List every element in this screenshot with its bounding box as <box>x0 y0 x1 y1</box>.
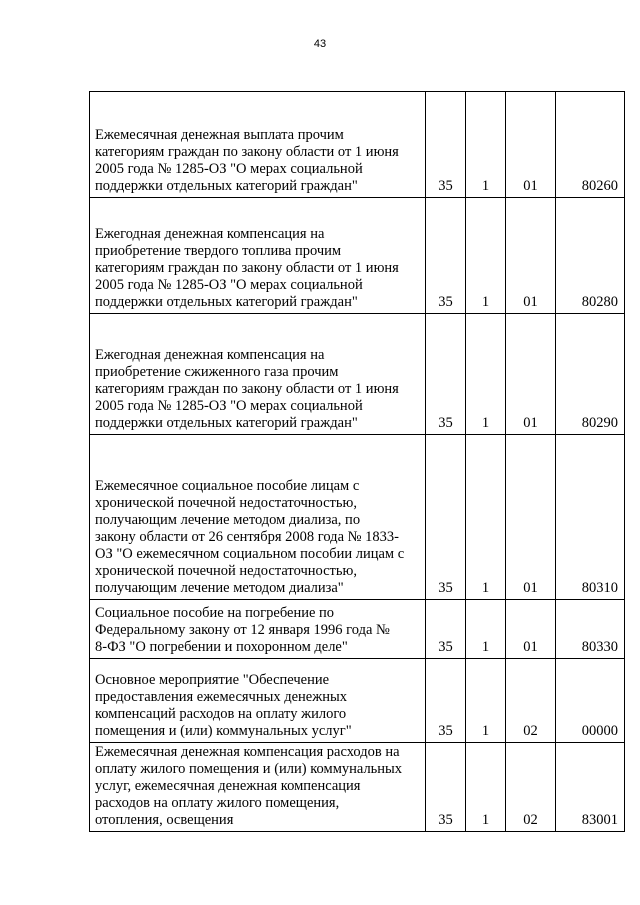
direction-code: 80330 <box>556 600 625 659</box>
description-line: приобретение твердого топлива прочим <box>95 243 342 259</box>
row-description <box>90 435 426 600</box>
description-line: хронической почечной недостаточностью, <box>95 563 357 579</box>
description-line: ОЗ "О ежемесячном социальном пособии лицам с <box>95 546 405 562</box>
description-line: получающим лечение методом диализа" <box>95 580 344 596</box>
subprogram-code: 1 <box>466 743 506 832</box>
direction-code: 80280 <box>556 198 625 314</box>
main-measure-code: 02 <box>506 743 556 832</box>
description-line: получающим лечение методом диализа, по <box>95 512 361 528</box>
main-measure-code: 01 <box>506 198 556 314</box>
description-line: помещения и (или) коммунальных услуг" <box>95 723 352 739</box>
description-line: приобретение сжиженного газа прочим <box>95 364 339 380</box>
description-line: категориям граждан по закону области от 1 июня <box>95 260 399 276</box>
program-code: 35 <box>426 198 466 314</box>
description-line: Социальное пособие на погребение по <box>95 605 335 621</box>
row-description <box>90 659 426 743</box>
description-line: услуг, ежемесячная денежная компенсация <box>95 778 361 794</box>
description-line: Основное мероприятие "Обеспечение <box>95 672 330 688</box>
subprogram-code: 1 <box>466 314 506 435</box>
direction-code: 80310 <box>556 435 625 600</box>
page-number: 43 <box>313 38 327 50</box>
table-row <box>90 198 625 314</box>
description-line: хронической почечной недостаточностью, <box>95 495 357 511</box>
program-code: 35 <box>426 743 466 832</box>
main-measure-code: 01 <box>506 92 556 198</box>
description-line: расходов на оплату жилого помещения, <box>95 795 340 811</box>
table-row <box>90 435 625 600</box>
program-code: 35 <box>426 92 466 198</box>
description-line: компенсаций расходов на оплату жилого <box>95 706 347 722</box>
description-line: поддержки отдельных категорий граждан" <box>95 294 358 310</box>
description-line: поддержки отдельных категорий граждан" <box>95 415 358 431</box>
description-line: Ежемесячная денежная компенсация расходов на <box>95 744 400 760</box>
table-row <box>90 92 625 198</box>
main-measure-code: 02 <box>506 659 556 743</box>
description-line: предоставления ежемесячных денежных <box>95 689 347 705</box>
subprogram-code: 1 <box>466 435 506 600</box>
description-line: Ежегодная денежная компенсация на <box>95 347 325 363</box>
description-line: 2005 года № 1285-ОЗ "О мерах социальной <box>95 161 363 177</box>
description-line: категориям граждан по закону области от 1 июня <box>95 144 399 160</box>
subprogram-code: 1 <box>466 659 506 743</box>
row-description <box>90 314 426 435</box>
main-measure-code: 01 <box>506 600 556 659</box>
direction-code: 80260 <box>556 92 625 198</box>
program-code: 35 <box>426 600 466 659</box>
description-line: закону области от 26 сентября 2008 года № 1833- <box>95 529 399 545</box>
description-line: Ежемесячная денежная выплата прочим <box>95 127 344 143</box>
description-line: Ежемесячное социальное пособие лицам с <box>95 478 360 494</box>
description-line: 2005 года № 1285-ОЗ "О мерах социальной <box>95 398 363 414</box>
table-row <box>90 314 625 435</box>
subprogram-code: 1 <box>466 92 506 198</box>
description-line: 2005 года № 1285-ОЗ "О мерах социальной <box>95 277 363 293</box>
table-row <box>90 600 625 659</box>
main-measure-code: 01 <box>506 435 556 600</box>
row-description <box>90 198 426 314</box>
description-line: категориям граждан по закону области от 1 июня <box>95 381 399 397</box>
table-row <box>90 743 625 832</box>
description-line: поддержки отдельных категорий граждан" <box>95 178 358 194</box>
description-line: Ежегодная денежная компенсация на <box>95 226 325 242</box>
description-line: оплату жилого помещения и (или) коммунальных <box>95 761 403 777</box>
row-description <box>90 92 426 198</box>
main-measure-code: 01 <box>506 314 556 435</box>
table-row <box>90 659 625 743</box>
subprogram-code: 1 <box>466 198 506 314</box>
direction-code: 00000 <box>556 659 625 743</box>
description-line: Федеральному закону от 12 января 1996 года № <box>95 622 390 638</box>
program-code: 35 <box>426 435 466 600</box>
program-code: 35 <box>426 659 466 743</box>
subprogram-code: 1 <box>466 600 506 659</box>
description-line: отопления, освещения <box>95 812 234 828</box>
description-line: 8-ФЗ "О погребении и похоронном деле" <box>95 639 348 655</box>
budget-table <box>89 91 625 832</box>
row-description <box>90 743 426 832</box>
budget-table-body <box>90 92 625 832</box>
row-description <box>90 600 426 659</box>
program-code: 35 <box>426 314 466 435</box>
direction-code: 80290 <box>556 314 625 435</box>
direction-code: 83001 <box>556 743 625 832</box>
